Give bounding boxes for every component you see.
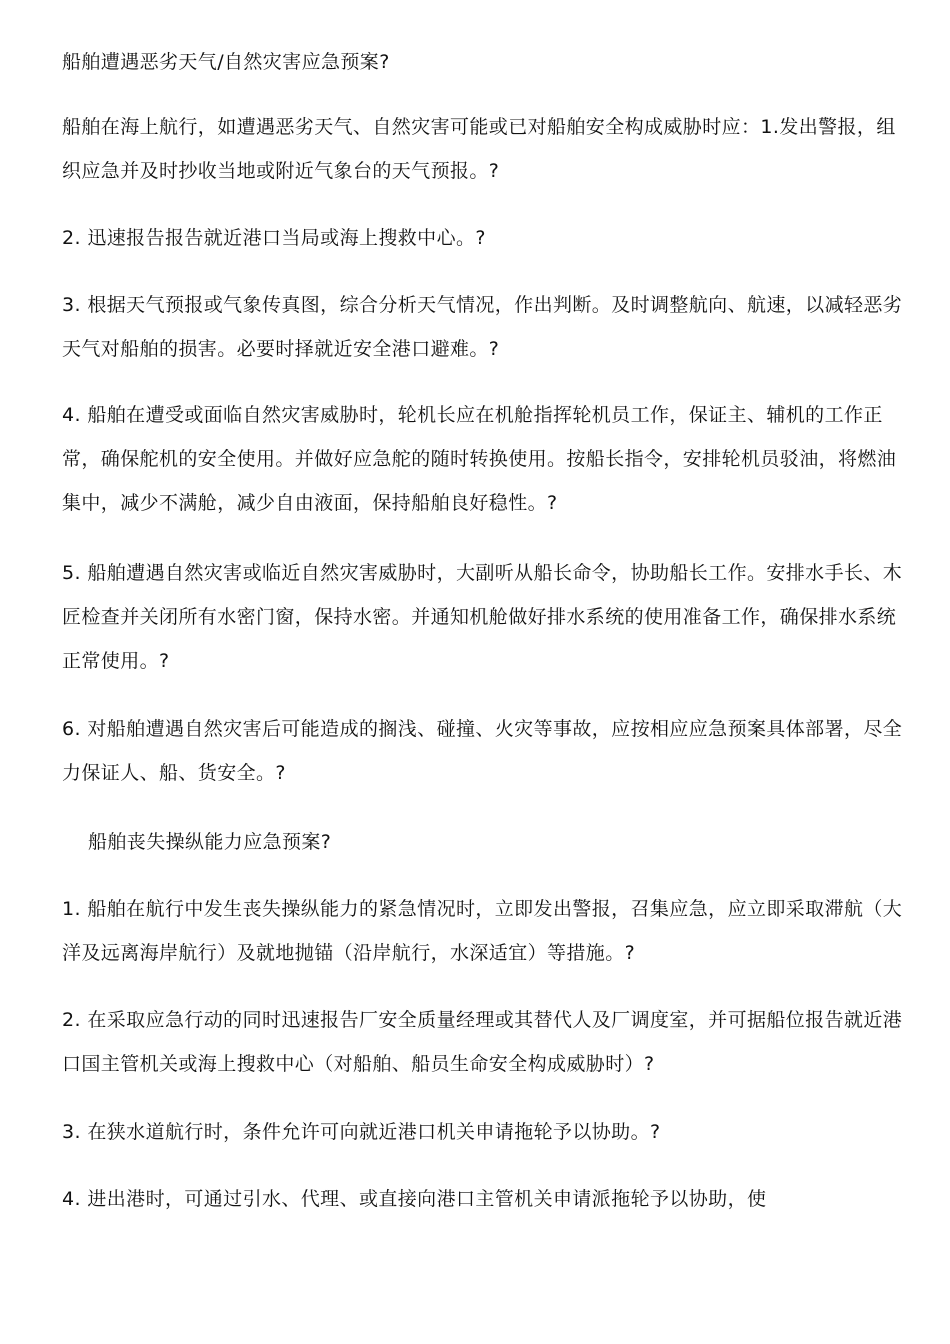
paragraph-steering-2: 2. 在采取应急行动的同时迅速报告厂安全质量经理或其替代人及厂调度室，并可据船位报告就近港口国主管机关或海上搜救中心（对船舶、船员生命安全构成威胁时）? [62,1009,903,1075]
paragraph-steering-3: 3. 在狭水道航行时，条件允许可向就近港口机关申请拖轮予以协助。? [62,1121,661,1143]
paragraph-weather-4: 4. 船舶在遭受或面临自然灾害威胁时，轮机长应在机舱指挥轮机员工作，保证主、辅机的工作正常，确保舵机的安全使用。并做好应急舵的随时转换使用。按船长指令，安排轮机员驳油，将燃油集中，减少不满舱，减少自由液面，保持船舶良好稳性。? [62,404,897,514]
paragraph-steering-4: 4. 进出港时，可通过引水、代理、或直接向港口主管机关申请派拖轮予以协助，使 [62,1188,767,1210]
paragraph-weather-2: 2. 迅速报告报告就近港口当局或海上搜救中心。? [62,227,486,249]
paragraph-weather-5: 5. 船舶遭遇自然灾害或临近自然灾害威胁时，大副听从船长命令，协助船长工作。安排水手长、木匠检查并关闭所有水密门窗，保持水密。并通知机舱做好排水系统的使用准备工作，确保排水系统正常使用。? [62,562,903,672]
section-title-steering-loss: 船舶丧失操纵能力应急预案? [88,831,332,853]
paragraph-weather-3: 3. 根据天气预报或气象传真图，综合分析天气情况，作出判断。及时调整航向、航速，以减轻恶劣天气对船舶的损害。必要时择就近安全港口避难。? [62,294,903,360]
paragraph-steering-1: 1. 船舶在航行中发生丧失操纵能力的紧急情况时，立即发出警报，召集应急，应立即采取滞航（大洋及远离海岸航行）及就地抛锚（沿岸航行，水深适宜）等措施。? [62,898,903,964]
paragraph-weather-intro: 船舶在海上航行，如遭遇恶劣天气、自然灾害可能或已对船舶安全构成威胁时应：1.发出警报，组织应急并及时抄收当地或附近气象台的天气预报。? [62,116,896,182]
paragraph-weather-6: 6. 对船舶遭遇自然灾害后可能造成的搁浅、碰撞、火灾等事故，应按相应应急预案具体部署，尽全力保证人、船、货安全。? [62,718,903,784]
section-title-weather: 船舶遭遇恶劣天气/自然灾害应急预案? [62,51,390,73]
